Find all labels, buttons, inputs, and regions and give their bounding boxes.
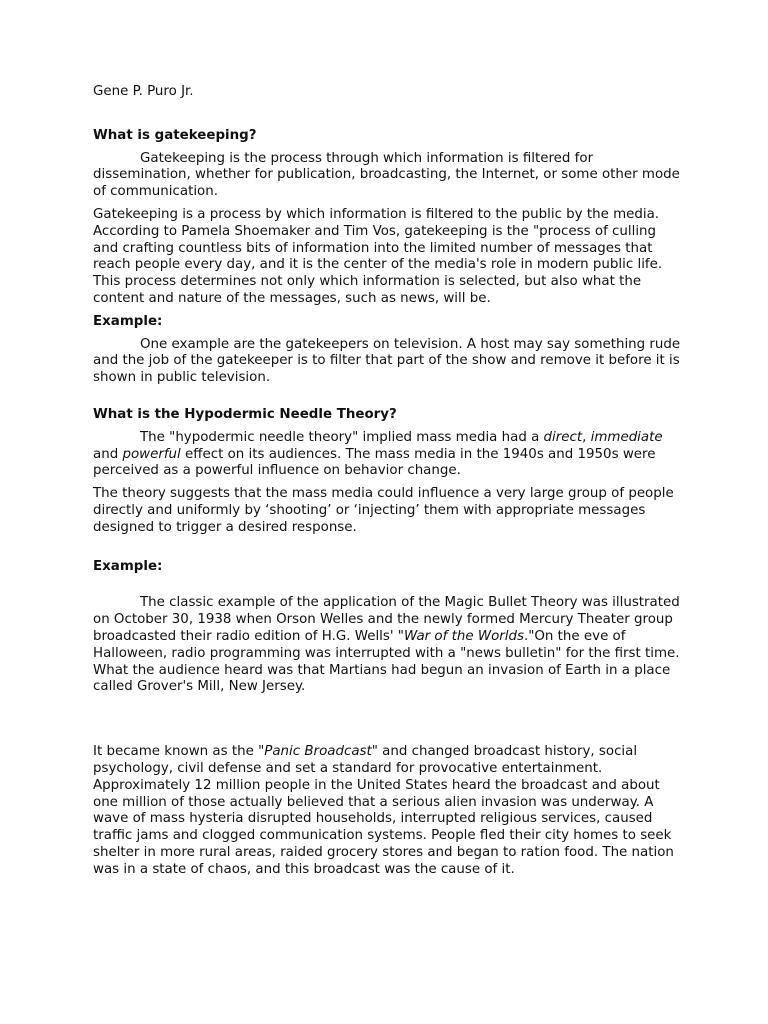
hypodermic-example-text — [93, 595, 683, 696]
closing-text-part: It became known as the " — [93, 744, 265, 760]
gatekeeping-heading: What is gatekeeping? — [93, 127, 257, 143]
document-page — [93, 84, 683, 878]
emphasis-war-of-the-worlds: War of the Worlds — [403, 628, 524, 644]
hypodermic-example-label: Example: — [93, 558, 163, 574]
example-text-part: The classic example of the application of the Magic Bullet Theory was illustrated on October 30, 1938 when Orson Welles and the newly formed Mercury Theater group broadcasted their radio edition of H.G. Wells' " — [93, 595, 680, 644]
emphasis-powerful: powerful — [122, 446, 181, 462]
emphasis-immediate: immediate — [590, 429, 663, 445]
gatekeeping-example-text: One example are the gatekeepers on television. A host may say something rude and the job of the gatekeeper is to filter that part of the show and remove it before it is shown in public television. — [93, 336, 681, 386]
author-name: Gene P. Puro Jr. — [93, 84, 194, 99]
gatekeeping-explanation: Gatekeeping is a process by which information is filtered to the public by the media. According to Pamela Shoemaker and Tim Vos, gatekeeping is the "process of culling and crafting countless bits of information into the limited number of messages that reach people every day, and it is the center of the media's role in modern public life. This process determines not only which information is selected, but also what the content and nature of the messages, such as news, will be. — [93, 206, 663, 306]
emphasis-direct: direct — [543, 429, 583, 445]
emphasis-panic-broadcast: Panic Broadcast — [264, 744, 372, 760]
hypodermic-definition — [93, 430, 683, 480]
example-text-part: ."On the eve of Halloween, radio programming was interrupted with a "news bulletin" for the first time. What the audience heard was that Martians had begun an invasion of Earth in a place called Grover's Mill, New Jersey. — [93, 628, 680, 695]
gatekeeping-definition: Gatekeeping is the process through which information is filtered for dissemination, whether for publication, broadcasting, the Internet, or some other mode of communication. — [93, 150, 680, 200]
hypodermic-definition-part: , — [582, 429, 591, 445]
hypodermic-definition-part: and — [93, 446, 123, 462]
hypodermic-definition-part: effect on its audiences. The mass media in the 1940s and 1950s were perceived as a powerful influence on behavior change. — [93, 446, 656, 479]
hypodermic-heading: What is the Hypodermic Needle Theory? — [93, 406, 397, 422]
gatekeeping-example-label: Example: — [93, 313, 163, 329]
panic-broadcast-paragraph — [93, 744, 683, 878]
closing-text-part: " and changed broadcast history, social psychology, civil defense and set a standard for provocative entertainment. Approximately 12 million people in the United States heard the broadcast and about one million of those actually believed that a serious alien invasion was underway. A wave of mass hysteria disrupted households, interrupted religious services, caused traffic jams and clogged communication systems. People fled their city homes to seek shelter in more rural areas, raided grocery stores and began to ration food. The nation was in a state of chaos, and this broadcast was the cause of it. — [93, 744, 674, 877]
hypodermic-theory-explanation: The theory suggests that the mass media could influence a very large group of people directly and uniformly by ‘shooting’ or ‘injecting’ them with appropriate messages designed to trigger a desired response. — [93, 486, 674, 535]
hypodermic-definition-part: The "hypodermic needle theory" implied mass media had a — [140, 429, 544, 445]
